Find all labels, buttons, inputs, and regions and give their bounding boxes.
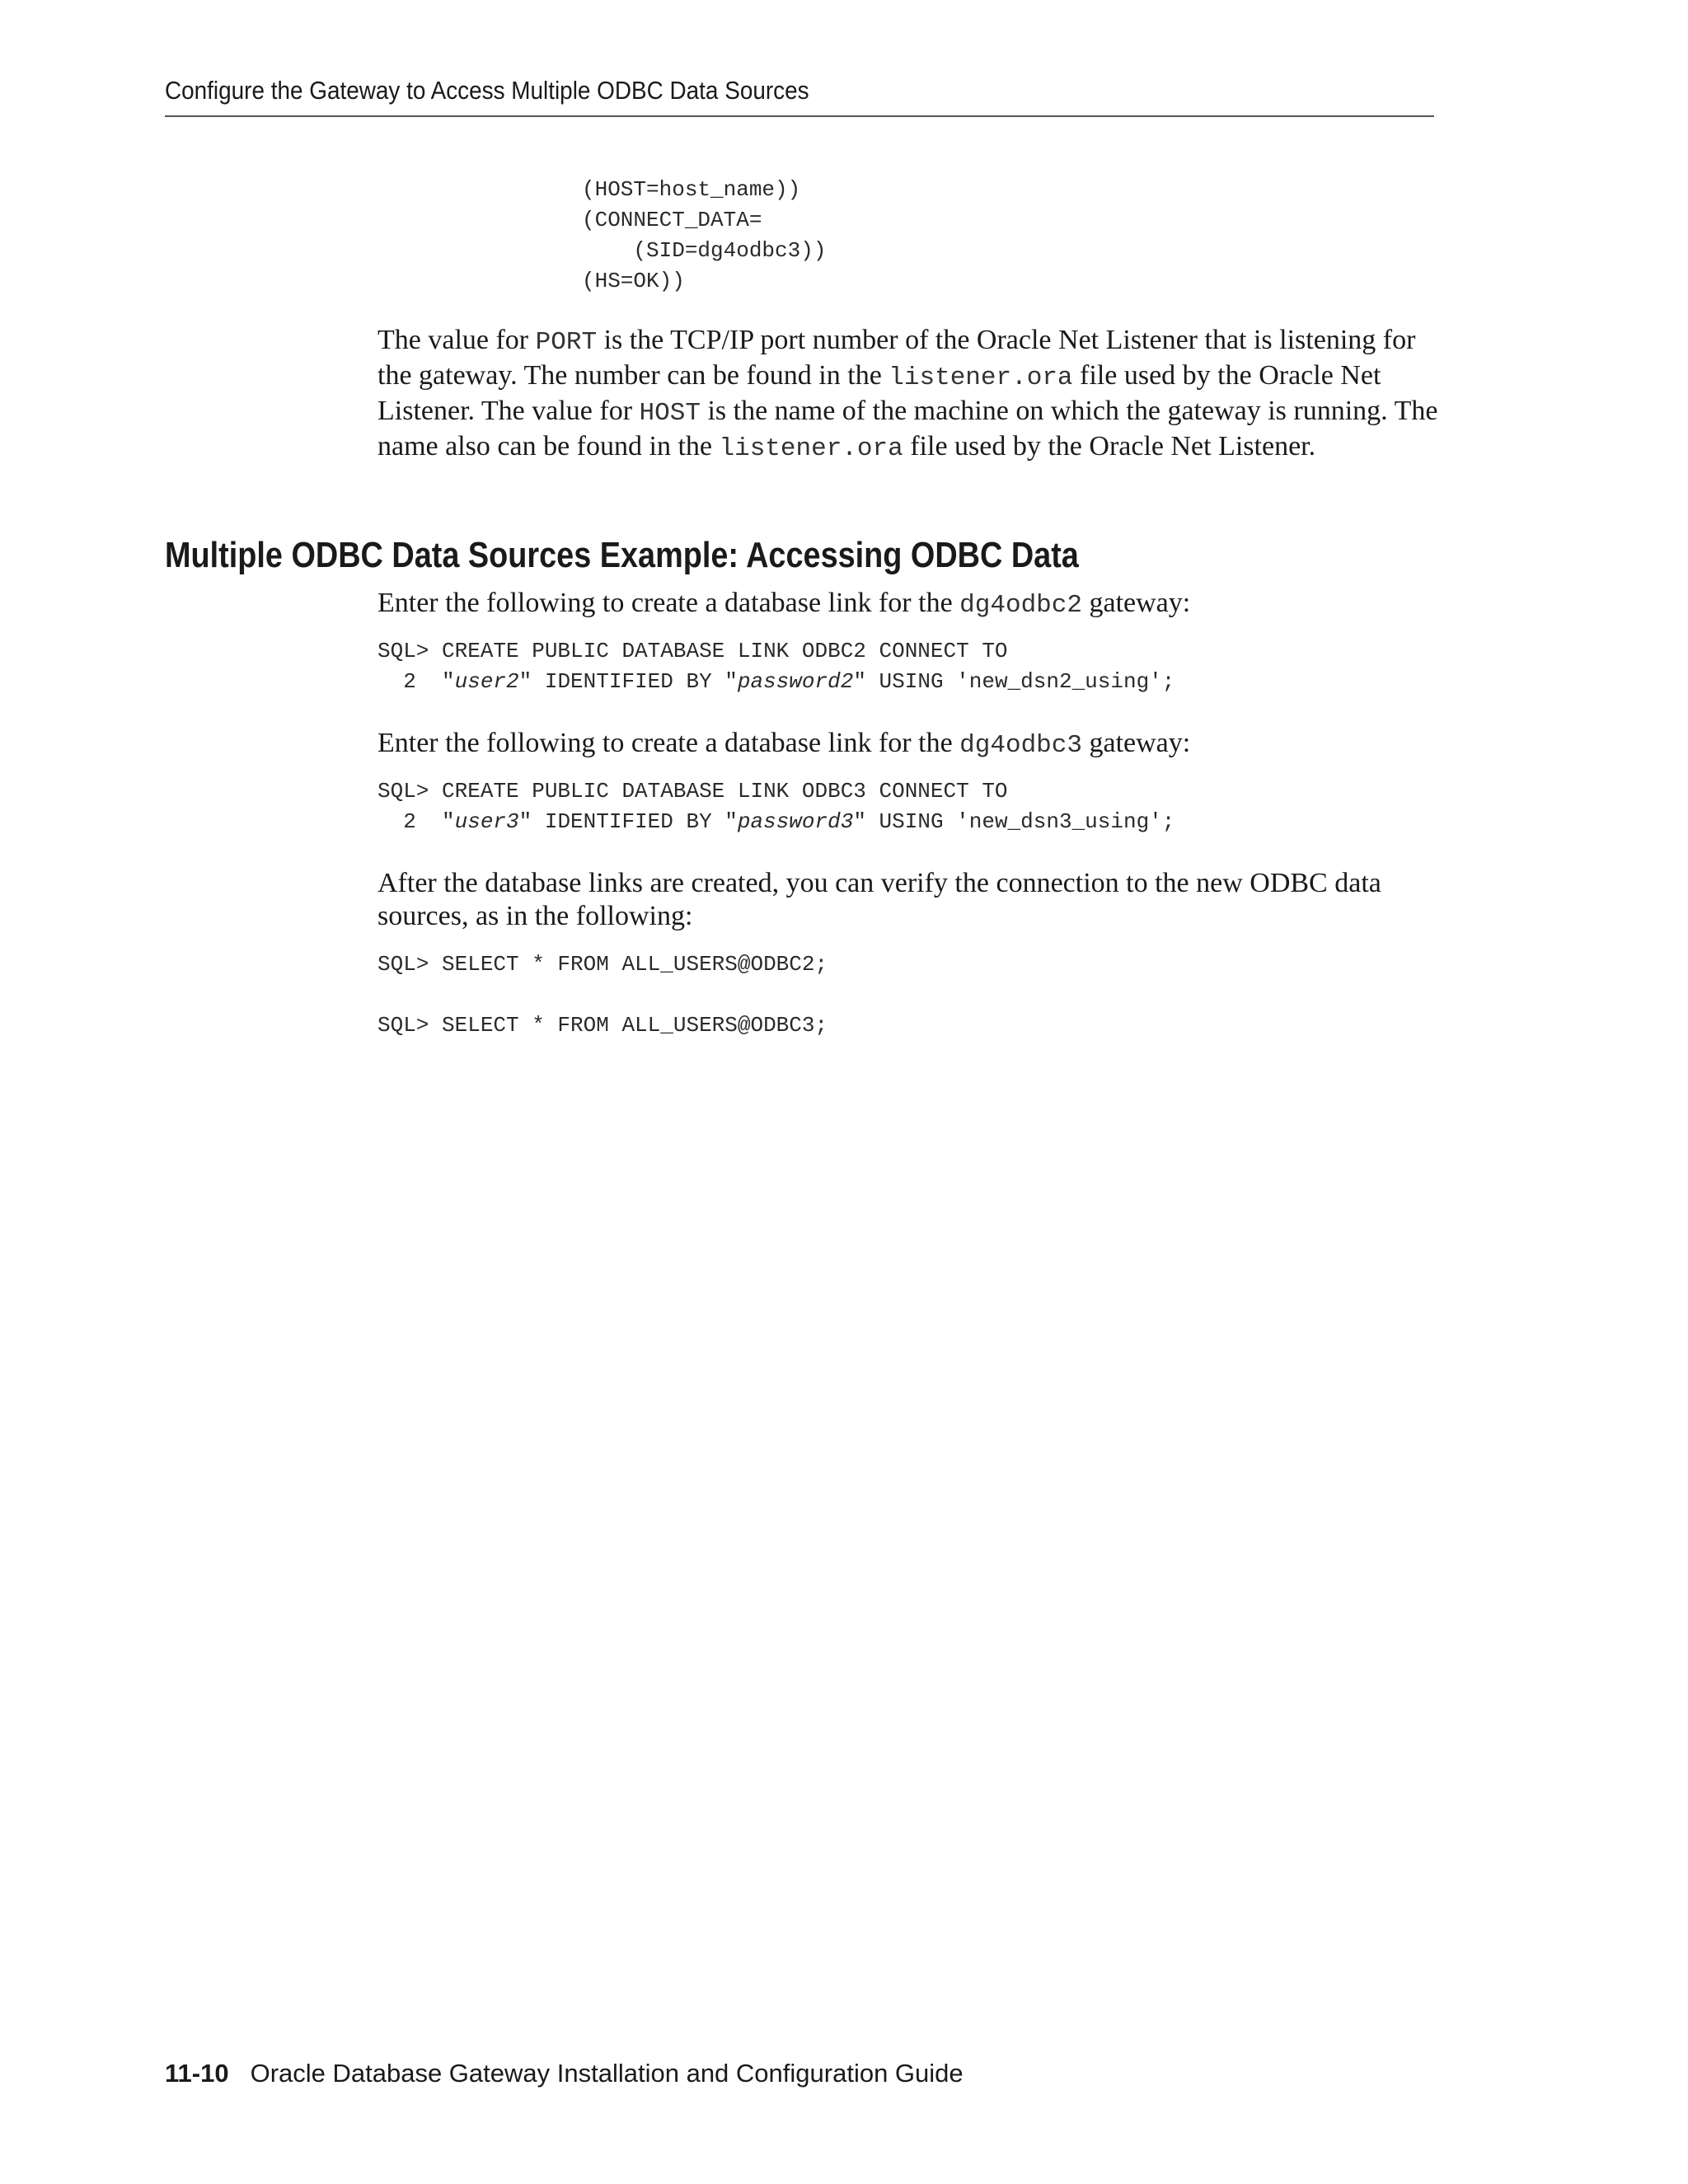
code-line: (HOST=host_name)): [582, 177, 801, 202]
running-header: [165, 73, 1434, 117]
verify-paragraph: After the database links are created, you can verify the connection to the new ODBC data sources, as in the following:: [377, 868, 1381, 931]
code-blank-line: [377, 980, 828, 1010]
text-run: Enter the following to create a database link for the: [377, 728, 960, 758]
code-line: SQL> SELECT * FROM ALL_USERS@ODBC3;: [377, 1013, 828, 1038]
page-number: 11-10: [165, 2059, 229, 2088]
user-placeholder: user3: [454, 809, 519, 834]
text-run: gateway:: [1082, 728, 1191, 758]
code-term-port: PORT: [535, 328, 598, 357]
page-footer: [165, 2055, 964, 2092]
tns-code-block: [582, 175, 826, 297]
code-line: SQL> SELECT * FROM ALL_USERS@ODBC2;: [377, 952, 828, 977]
section-heading: Multiple ODBC Data Sources Example: Accessing ODBC Data: [165, 535, 1079, 575]
intro-odbc2: [377, 587, 1441, 622]
code-line: 2 "user2" IDENTIFIED BY "password2" USING 'new_dsn2_using';: [377, 669, 1175, 694]
text-run: is the name of the machine on which the gateway is running. The name also can be found in the: [377, 396, 1438, 462]
book-title: Oracle Database Gateway Installation and Configuration Guide: [250, 2059, 964, 2088]
code-term-dg4odbc2: dg4odbc2: [959, 591, 1082, 620]
user-placeholder: user2: [454, 669, 519, 694]
sql-odbc2-block: [377, 636, 1175, 697]
password-placeholder: password2: [737, 669, 854, 694]
code-term-listener-ora: listener.ora: [719, 434, 903, 463]
intro-odbc3: [377, 727, 1441, 762]
code-line: (HS=OK)): [582, 269, 685, 293]
code-line: (SID=dg4odbc3)): [582, 238, 827, 263]
code-line: 2 "user3" IDENTIFIED BY "password3" USING 'new_dsn3_using';: [377, 809, 1175, 834]
code-line: SQL> CREATE PUBLIC DATABASE LINK ODBC3 CONNECT TO: [377, 779, 1008, 804]
text-run: The value for: [377, 325, 536, 355]
code-term-listener-ora: listener.ora: [889, 363, 1073, 392]
code-term-dg4odbc3: dg4odbc3: [959, 731, 1082, 760]
password-placeholder: password3: [737, 809, 854, 834]
port-host-explanation: [377, 324, 1441, 466]
text-run: is the TCP/IP port number of the Oracle Net Listener that is listening for the gateway. The number can be found in the: [377, 325, 1416, 391]
running-header-title: Configure the Gateway to Access Multiple ODBC Data Sources: [165, 76, 809, 105]
code-term-host: HOST: [639, 399, 701, 428]
select-sql-block: [377, 949, 828, 1041]
text-run: Enter the following to create a database link for the: [377, 588, 960, 618]
text-run: file used by the Oracle Net Listener. The value for: [377, 360, 1381, 426]
code-line: (CONNECT_DATA=: [582, 208, 762, 232]
sql-odbc3-block: [377, 776, 1175, 837]
text-run: gateway:: [1082, 588, 1191, 618]
text-run: file used by the Oracle Net Listener.: [903, 431, 1316, 462]
code-line: SQL> CREATE PUBLIC DATABASE LINK ODBC2 CONNECT TO: [377, 639, 1008, 663]
